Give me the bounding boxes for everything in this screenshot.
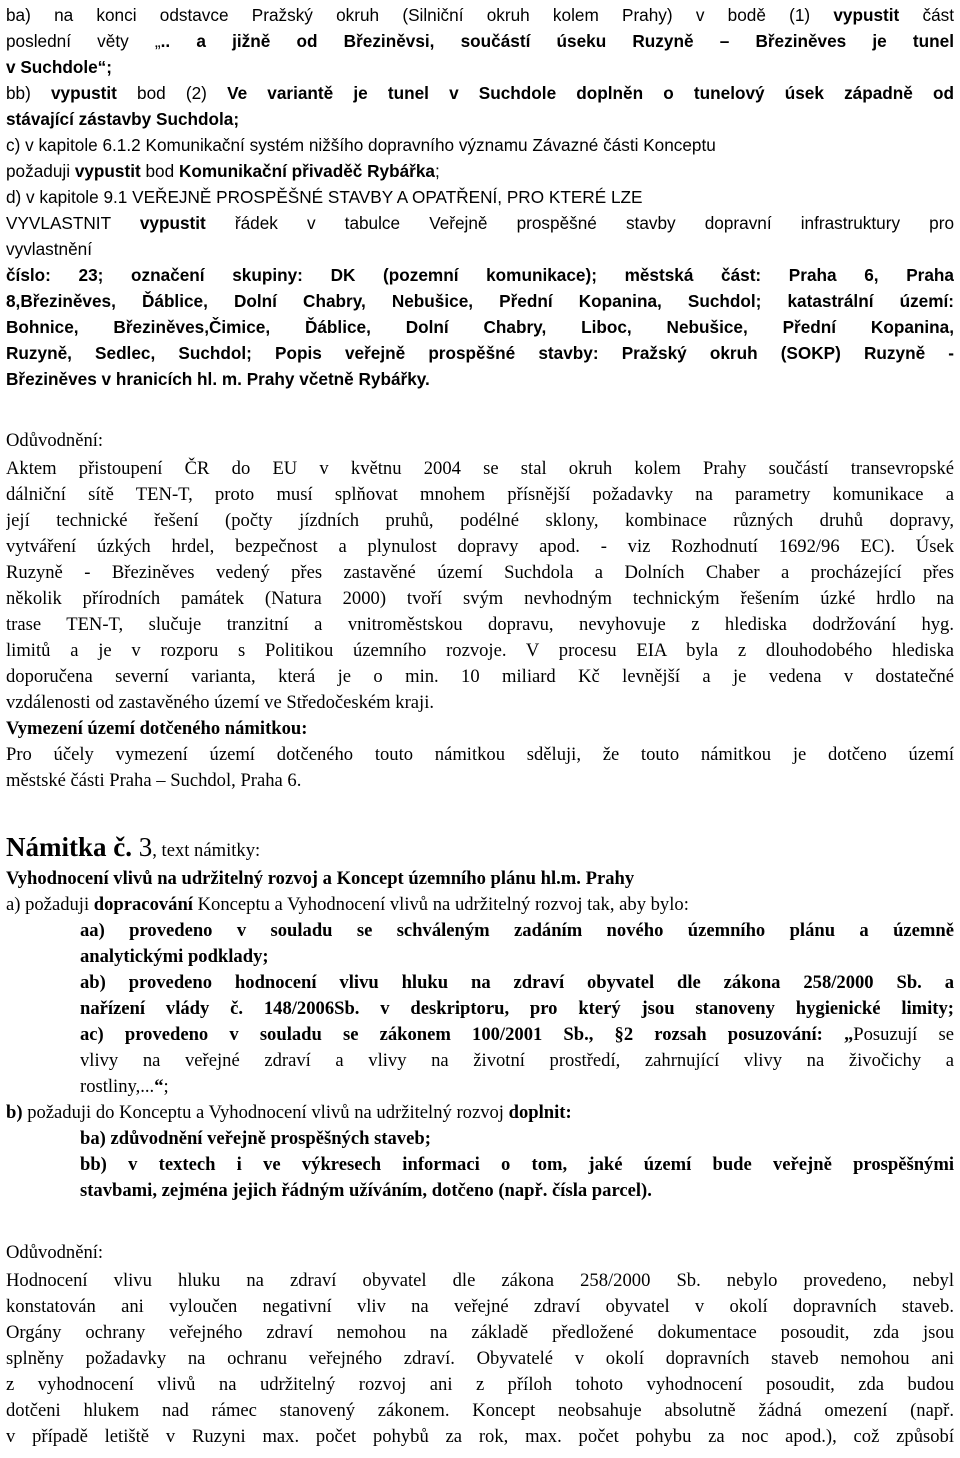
text-line: [6, 262, 954, 288]
text-run: splněny požadavky na ochranu veřejného zdraví. Obyvatelé v okolí dopravních staveb nemohou ani: [6, 1348, 954, 1369]
text-line: [6, 28, 954, 54]
text-run: nařízení vlády č. 148/2006Sb. v deskriptoru, pro který jsou stanoveny hygienické limity;: [80, 998, 954, 1019]
text-line: [80, 944, 954, 970]
text-line: [6, 456, 954, 482]
text-line: [6, 638, 954, 664]
text-run: poslední věty „: [6, 31, 161, 51]
text-run: Posuzují se: [853, 1024, 954, 1045]
text-line: [6, 184, 954, 210]
text-run: Ruzyně - Březiněves vedený přes zastavěné území Suchdola a Dolních Chaber a procházející přes: [6, 562, 954, 583]
text-run: její technické řešení (počty jízdních pruhů, podélné sklony, kombinace různých druhů dopravy,: [6, 510, 954, 531]
text-run: Aktem přistoupení ČR do EU v květnu 2004 se stal okruh kolem Prahy součástí transevropské: [6, 458, 954, 479]
text-run: vlivy na veřejné zdraví a vlivy na životní prostředí, zahrnující vlivy na živočichy a: [80, 1050, 954, 1071]
text-run: číslo: 23; označení skupiny: DK (pozemní komunikace); městská část: Praha 6, Praha: [6, 265, 954, 285]
text-line: [6, 716, 954, 742]
text-line: [6, 612, 954, 638]
text-run: Orgány ochrany veřejného zdraví nemohou na základě předložené dokumentace posoudit, zda jsou: [6, 1322, 954, 1343]
text-line: [6, 690, 954, 716]
text-run: Konceptu a Vyhodnocení vlivů na udržitelný rozvoj tak, aby bylo:: [192, 894, 689, 915]
text-line: [80, 1048, 954, 1074]
text-run: vypustit: [139, 213, 206, 233]
text-run: dálniční sítě TEN-T, proto musí splňovat mnohem přísnější požadavky na parametry komunikace a: [6, 484, 954, 505]
text-line: [6, 288, 954, 314]
text-line: [6, 428, 954, 454]
text-line: [6, 1424, 954, 1450]
text-line: [80, 1022, 954, 1048]
text-line: [6, 866, 954, 892]
text-run: , text námitky:: [152, 840, 261, 861]
text-run: požaduji: [6, 161, 75, 181]
text-line: [80, 918, 954, 944]
text-run: městské části Praha – Suchdol, Praha 6.: [6, 770, 302, 791]
text-run: stávající zástavby Suchdola;: [6, 109, 240, 129]
text-line: [6, 314, 954, 340]
text-run: dopracování: [93, 894, 193, 915]
text-run: ab) provedeno hodnocení vlivu hluku na zdraví obyvatel dle zákona 258/2000 Sb. a: [80, 972, 954, 993]
text-run: Bohnice, Březiněves,Čimice, Ďáblice, Dolní Chabry, Liboc, Nebušice, Přední Kopanina,: [6, 317, 954, 337]
text-run: Odůvodnění:: [6, 430, 104, 451]
text-line: [6, 2, 954, 28]
text-run: .. a jižně od Březiněvsi, součástí úseku Ruzyně – Březiněves je tunel: [160, 31, 954, 51]
text-line: [80, 1178, 954, 1204]
text-run: Vyhodnocení vlivů na udržitelný rozvoj a Koncept územního plánu hl.m. Prahy: [6, 868, 635, 889]
text-run: VYVLASTNIT: [6, 213, 140, 233]
text-run: aa) provedeno v souladu se schváleným zadáním nového územního plánu a územně: [80, 920, 954, 941]
text-run: Ruzyně, Sedlec, Suchdol; Popis veřejně prospěšné stavby: Pražský okruh (SOKP) Ruzyně -: [6, 343, 954, 363]
text-line: [6, 1320, 954, 1346]
text-run: vzdálenosti od zastavěného území ve Středočeském kraji.: [6, 692, 435, 713]
text-line: [6, 340, 954, 366]
text-line: [6, 106, 954, 132]
text-line: [6, 132, 954, 158]
text-line: [6, 482, 954, 508]
text-run: rostliny,...: [80, 1076, 155, 1097]
text-run: dotčeni hlukem nad rámec stanovený zákonem. Koncept neobsahuje absolutně žádná omezení (např.: [6, 1400, 954, 1421]
text-run: a) požaduji: [6, 894, 94, 915]
text-run: řádek v tabulce Veřejně prospěšné stavby dopravní infrastruktury pro: [205, 213, 954, 233]
text-line: [6, 1372, 954, 1398]
text-run: trase TEN-T, slučuje tranzitní a vnitroměstskou dopravu, nevyhovuje z hlediska dodržování hyg.: [6, 614, 954, 635]
text-run: bb) v textech i ve výkresech informaci o tom, jaké území bude veřejně prospěšnými: [80, 1154, 954, 1175]
text-line: [6, 742, 954, 768]
text-line: [6, 80, 954, 106]
text-run: doporučena severní varianta, která je o min. 10 miliard Kč levnější a je vedena v dostatečné: [6, 666, 954, 687]
text-line: [6, 830, 954, 864]
text-run: bod (2): [116, 83, 228, 103]
text-run: Komunikační přivaděč Rybářka: [178, 161, 435, 181]
text-run: 8,Březiněves, Ďáblice, Dolní Chabry, Nebušice, Přední Kopanina, Suchdol; katastrální území:: [6, 291, 954, 311]
text-line: [6, 1100, 954, 1126]
text-run: ;: [163, 1076, 169, 1097]
text-line: [80, 1074, 954, 1100]
text-run: bb): [6, 83, 51, 103]
text-line: [6, 54, 954, 80]
text-line: [6, 508, 954, 534]
text-run: Vymezení území dotčeného námitkou:: [6, 718, 308, 739]
text-line: [6, 1268, 954, 1294]
text-run: v případě letiště v Ruzyni max. počet pohybů za rok, max. počet pohybu za noc apod.), což způsobí: [6, 1426, 954, 1447]
text-line: [6, 236, 954, 262]
text-line: [6, 768, 954, 794]
text-line: [80, 996, 954, 1022]
text-run: “: [154, 1076, 164, 1097]
text-run: vypustit: [51, 83, 117, 103]
text-line: [6, 892, 954, 918]
text-line: [6, 560, 954, 586]
text-run: Odůvodnění:: [6, 1242, 104, 1263]
text-run: b): [6, 1102, 28, 1123]
text-run: z vyhodnocení vlivů na udržitelný rozvoj ani z příloh tohoto vyhodnocení posoudit, zda budou: [6, 1374, 954, 1395]
text-run: Pro účely vymezení území dotčeného touto námitkou sděluji, že touto námitkou je dotčeno území: [6, 744, 954, 765]
text-run: limitů a je v rozporu s Politikou územního rozvoje. V procesu EIA byla z dlouhodobého hlediska: [6, 640, 954, 661]
text-run: vyvlastnění: [6, 239, 92, 259]
text-run: analytickými podklady;: [80, 946, 269, 967]
text-run: Březiněves v hranicích hl. m. Prahy včetně Rybářky.: [6, 369, 430, 389]
text-run: konstatován ani vyloučen negativní vliv na veřejné zdraví obyvatel v okolí dopravních staveb.: [6, 1296, 954, 1317]
text-line: [6, 210, 954, 236]
text-run: část: [899, 5, 954, 25]
text-run: vytváření úzkých hrdel, bezpečnost a plynulost dopravy apod. - viz Rozhodnutí 1692/96 EC). Úsek: [6, 536, 954, 557]
text-line: [80, 1152, 954, 1178]
text-run: ba) zdůvodnění veřejně prospěšných staveb;: [80, 1128, 431, 1149]
text-run: ba) na konci odstavce Pražský okruh (Silniční okruh kolem Prahy) v bodě (1): [6, 5, 834, 25]
text-line: [6, 1294, 954, 1320]
text-run: d) v kapitole 9.1 VEŘEJNĚ PROSPĚŠNÉ STAVBY A OPATŘENÍ, PRO KTERÉ LZE: [6, 187, 643, 207]
text-run: doplnit:: [508, 1102, 572, 1123]
text-run: Ve variantě je tunel v Suchdole doplněn o tunelový úsek západně od: [227, 83, 954, 103]
text-line: [80, 1126, 954, 1152]
text-line: [6, 158, 954, 184]
text-run: požaduji do Konceptu a Vyhodnocení vlivů na udržitelný rozvoj: [27, 1102, 509, 1123]
text-run: několik přírodních památek (Natura 2000) tvoří svým nevhodným technickým řešením úzké hrdlo na: [6, 588, 954, 609]
text-run: stavbami, zejména jejich řádným užíváním, dotčeno (např. čísla parcel).: [80, 1180, 652, 1201]
text-run: c) v kapitole 6.1.2 Komunikační systém nižšího dopravního významu Závazné části Konceptu: [6, 135, 716, 155]
text-run: 3: [138, 832, 153, 862]
text-run: bod: [140, 161, 179, 181]
text-run: vypustit: [833, 5, 900, 25]
text-line: [80, 970, 954, 996]
text-line: [6, 1240, 954, 1266]
text-line: [6, 1398, 954, 1424]
text-line: [6, 664, 954, 690]
text-run: Hodnocení vlivu hluku na zdraví obyvatel dle zákona 258/2000 Sb. nebylo provedeno, nebyl: [6, 1270, 954, 1291]
text-line: [6, 586, 954, 612]
text-line: [6, 1346, 954, 1372]
text-line: [6, 534, 954, 560]
text-run: Námitka č.: [6, 832, 139, 862]
text-run: ac) provedeno v souladu se zákonem 100/2001 Sb., §2 rozsah posuzování: „: [80, 1024, 854, 1045]
text-run: v Suchdole“;: [6, 57, 113, 77]
text-line: [6, 366, 954, 392]
text-run: ;: [434, 161, 440, 181]
text-run: vypustit: [74, 161, 141, 181]
